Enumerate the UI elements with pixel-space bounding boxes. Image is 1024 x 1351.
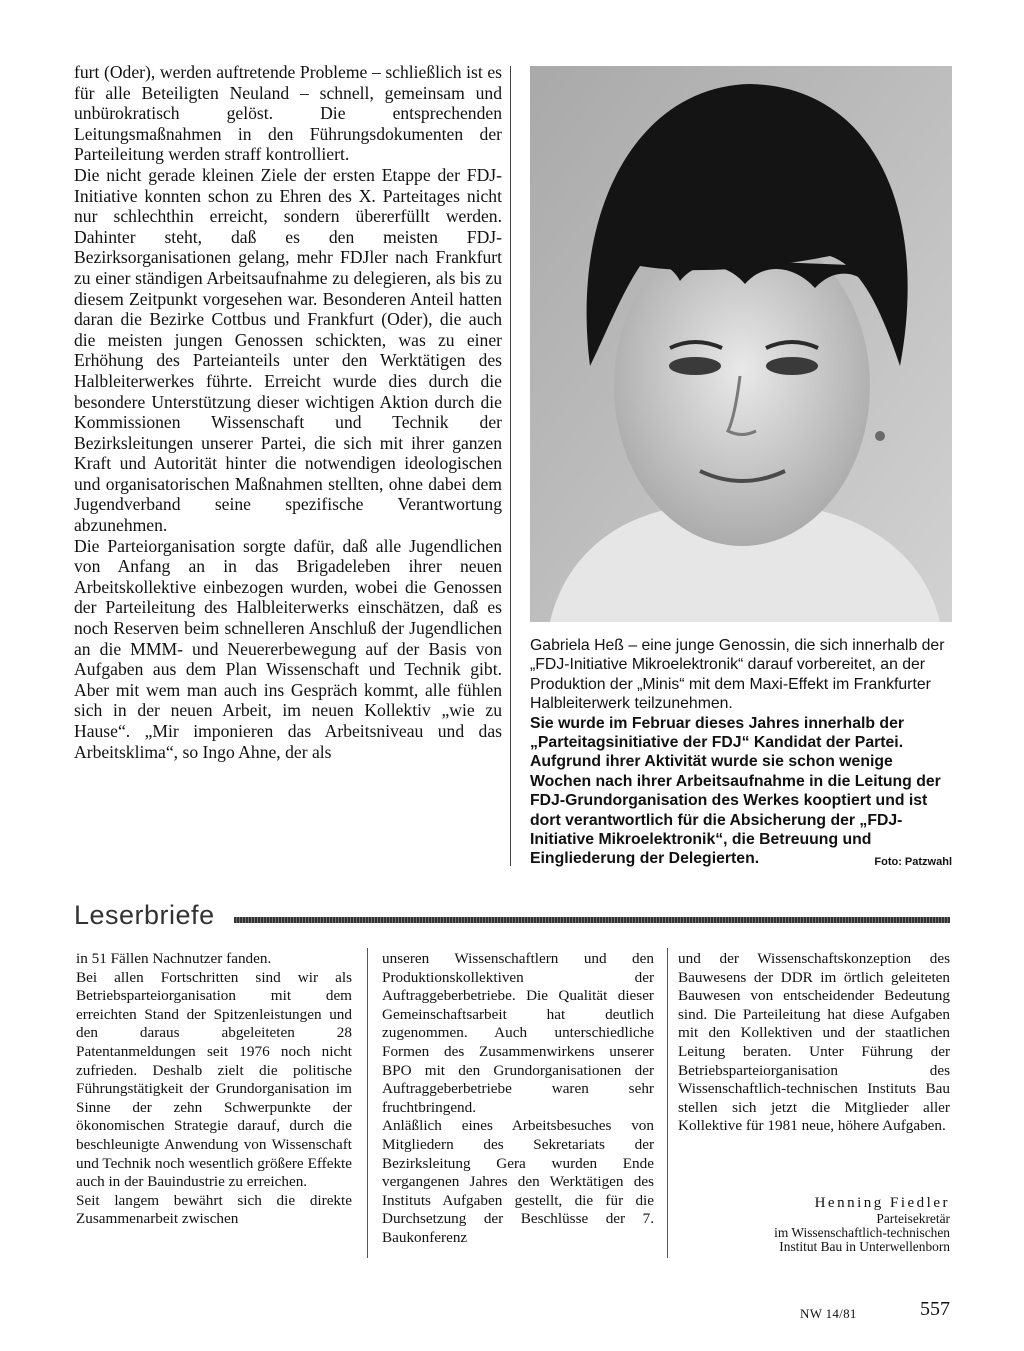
article-paragraph: furt (Oder), werden auftretende Probleme – schließlich ist es für alle Beteiligten Neuland – schnell, gemeinsam und unbürokratisch gelöst. Die entsprechenden Leitungsmaßnahmen in den Führungsdokumenten der Parteileitung werden straff kontrolliert. <box>74 62 502 165</box>
author-role: Institut Bau in Unterwellenborn <box>779 1239 950 1254</box>
column-divider <box>667 948 668 1258</box>
caption-body-text: Sie wurde im Februar dieses Jahres innerhalb der „Parteitagsinitiative der FDJ“ Kandidat der Partei. Aufgrund ihrer Aktivität wurde sie schon wenige Wochen nach ihrer Arbeitsaufnahme in die Leitung der FDJ-Grundorganisation des Werkes kooptiert und ist dort verantwortlich für die Absicherung der „FDJ-Initiative Mikroelektronik“, die Betreuung und Eingliederung der Delegierten. <box>530 714 941 868</box>
column-divider <box>367 948 368 1258</box>
letter-column-3 <box>678 950 950 1136</box>
author-role: im Wissenschaftlich-technischen <box>774 1225 950 1240</box>
letter-paragraph: in 51 Fällen Nachnutzer fanden. <box>76 950 272 967</box>
photo-credit: Foto: Patzwahl <box>874 856 952 869</box>
page-number: 557 <box>920 1298 950 1320</box>
letter-column-1 <box>76 950 352 1229</box>
section-title: Leserbriefe <box>74 900 215 930</box>
article-paragraph: Die nicht gerade kleinen Ziele der ersten Etappe der FDJ-Initiative konnten schon zu Ehren des X. Parteitages nicht nur schlechthin erreicht, sondern übererfüllt werden. Dahinter steht, daß es den meisten FDJ-Bezirksorganisationen gelang, mehr FDJler nach Frankfurt zu einer ständigen Arbeitsaufnahme zu delegieren, als bis zu diesem Zeitpunkt vorgesehen war. Besonderen Anteil hatten daran die Bezirke Cottbus und Frankfurt (Oder), die auch die meisten jungen Genossen schickten, was zu einer Erhöhung des Parteianteils unter den Werktätigen des Halbleiterwerkes führte. Erreicht wurde dies durch die besondere Unterstützung dieser wichtigen Aktion durch die Kommissionen Wissenschaft und Technik der Bezirksleitungen unserer Partei, die sich mit ihrer ganzen Kraft und Autorität hinter die notwendigen ideologischen und organisatorischen Maßnahmen stellten, ohne dabei dem Jugendverband seine spezifische Verantwortung abzunehmen. <box>74 164 502 536</box>
section-header <box>74 900 950 940</box>
section-rule <box>234 917 950 923</box>
letter-paragraph: Bei allen Fortschritten sind wir als Betriebsparteiorganisation mit dem erreichten Stand der Spitzenleistungen und den daraus abgeleiteten 28 Patentanmeldungen seit 1976 noch nicht zufrieden. Deshalb zielt die politische Führungstätigkeit der Grundorganisation im Sinne der zehn Schwerpunkte der ökonomischen Strategie darauf, durch die beschleunigte Anwendung von Wissenschaft und Technik noch wesentlich größere Effekte auch in der Bauindustrie zu erreichen. <box>76 968 352 1191</box>
portrait-photo <box>530 66 952 622</box>
article-paragraph: Die Parteiorganisation sorgte dafür, daß alle Jugendlichen von Anfang an in das Brigadeleben ihrer neuen Arbeitskollektive einbezogen wurden, wobei die Genossen der Parteileitung des Halbleiterwerks einschätzen, daß es noch Reserven beim schnelleren Anschluß der Jugendlichen an die MMM- und Neuererbewegung auf der Basis von Aufgaben aus dem Plan Wissenschaft und Technik gibt. Aber mit wem man auch ins Gespräch kommt, alle fühlen sich in der neuen Arbeit, im neuen Kollektiv „wie zu Hause“. „Mir imponieren das Arbeitsniveau und das Arbeitsklima“, so Ingo Ahne, der als <box>74 535 502 762</box>
letter-signature <box>678 1195 950 1254</box>
author-role: Parteisekretär <box>876 1211 950 1226</box>
article-column <box>74 62 502 762</box>
letter-paragraph: unseren Wissenschaftlern und den Produktionskollektiven der Auftraggeberbetriebe. Die Qualität dieser Gemeinschaftsarbeit hat deutlich zugenommen. Auch unterschiedliche Formen des Zusammenwirkens unserer BPO mit den Grundorganisationen der Auftraggeberbetriebe waren sehr fruchtbringend. <box>382 950 654 1116</box>
photo-caption <box>530 636 952 873</box>
column-divider <box>510 66 511 866</box>
author-name: Henning Fiedler <box>814 1195 950 1211</box>
caption-intro: Gabriela Heß – eine junge Genossin, die sich innerhalb der „FDJ-Initiative Mikroelektronik“ darauf vorbereitet, an der Produktion der „Minis“ mit dem Maxi-Effekt im Frankfurter Halbleiterwerk teilzunehmen. <box>530 637 945 713</box>
issue-number: NW 14/81 <box>800 1306 857 1321</box>
letter-paragraph: Anläßlich eines Arbeitsbesuches von Mitgliedern des Sekretariats der Bezirksleitung Gera wurden Ende vergangenen Jahres den Werktätigen des Instituts Aufgaben gestellt, die für die Durchsetzung der Beschlüsse der 7. Baukonferenz <box>382 1117 654 1246</box>
portrait-image <box>530 66 952 622</box>
caption-body <box>530 714 952 869</box>
letter-column-2 <box>382 950 654 1248</box>
letter-paragraph: und der Wissenschaftskonzeption des Bauwesens der DDR im örtlich geleiteten Bauwesen von entscheidender Bedeutung sind. Die Parteileitung hat diese Aufgaben mit den Kollektiven und der staatlichen Leitung beraten. Unter Führung der Betriebsparteiorganisation des Wissenschaftlich-technischen Instituts Bau stellen sich jetzt die Mitglieder aller Kollektive für 1981 neue, höhere Aufgaben. <box>678 950 950 1135</box>
letter-paragraph: Seit langem bewährt sich die direkte Zusammenarbeit zwischen <box>76 1191 352 1228</box>
